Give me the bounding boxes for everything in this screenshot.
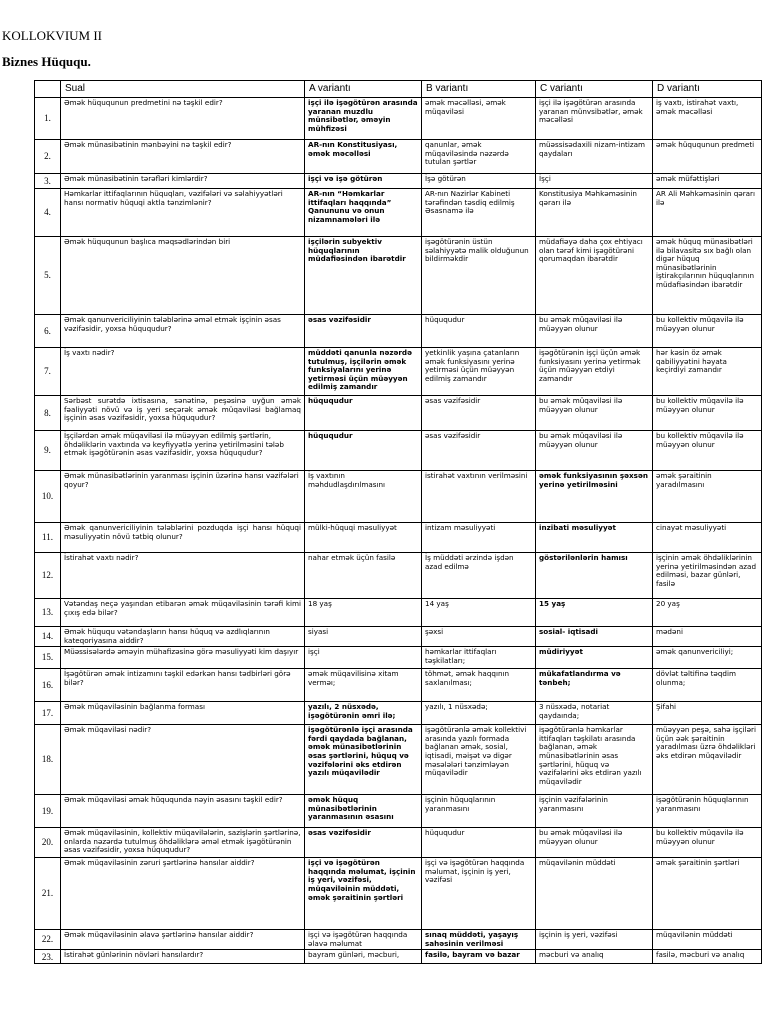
answer-variant-d: 20 yaş <box>653 599 762 627</box>
answer-variant-c: 3 nüsxədə, notariat qaydaında; <box>536 702 653 725</box>
table-row <box>35 98 762 140</box>
answer-variant-c: müqavilənin müddəti <box>536 858 653 930</box>
answer-variant-c: məcburi və analıq <box>536 950 653 964</box>
question-number: 5. <box>35 237 61 315</box>
answer-variant-a: AR-nın “Həmkarlar ittifaqları haqqında” Qanununu və onun nizamnamələri ilə <box>305 189 422 237</box>
answer-variant-c: bu əmək müqaviləsi ilə müəyyən olunur <box>536 828 653 858</box>
question-number: 8. <box>35 396 61 431</box>
answer-variant-d: cinayət məsuliyyəti <box>653 523 762 553</box>
question-number: 7. <box>35 348 61 396</box>
question-text: Əmək müqaviləsinin bağlanma forması <box>61 702 305 725</box>
question-number: 12. <box>35 553 61 599</box>
answer-variant-c: müdafiəyə daha çox ehtiyacı olan tərəf kimi işəgötürəni qorumaqdan ibarətdir <box>536 237 653 315</box>
answer-variant-b: işəgötürənin üstün səlahiyyətə malik olduğunun bildirməkdir <box>422 237 536 315</box>
answer-variant-d: bu kollektiv müqavilə ilə müəyyən olunur <box>653 828 762 858</box>
answer-variant-a: AR-nın Konstitusiyası, əmək məcəlləsi <box>305 140 422 174</box>
answer-variant-a: İş vaxtının məhdudlaşdırılmasını <box>305 471 422 523</box>
question-number: 23. <box>35 950 61 964</box>
answer-variant-d: işçinin əmək öhdəliklərinin yerinə yetirilməsindən azad edilməsi, bazar günləri, fasilə <box>653 553 762 599</box>
question-number: 6. <box>35 315 61 348</box>
answer-variant-a: işçi ilə işəgötürən arasında yaranan muzdlu münsibətlər, əməyin mühfizəsi <box>305 98 422 140</box>
answer-variant-c: müdiriyyət <box>536 647 653 669</box>
table-row <box>35 647 762 669</box>
answer-variant-a: yazılı, 2 nüsxədə, işəgötürənin əmri ilə; <box>305 702 422 725</box>
answer-variant-b: əmək məcəlləsi, əmək müqaviləsi <box>422 98 536 140</box>
answer-variant-b: işçi və işəgötürən haqqında məlumat, işçinin iş yeri, vəzifəsi <box>422 858 536 930</box>
question-text: Əmək hüququ vətəndaşların hansı hüquq və azdlıqlarının kateqoriyasına aiddir? <box>61 627 305 647</box>
question-text: Əmək münasibətinin tərəfləri kimlərdir? <box>61 174 305 189</box>
answer-variant-d: əmək şəraitinin şərtləri <box>653 858 762 930</box>
answer-variant-b: istirahət vaxtının verilməsini <box>422 471 536 523</box>
question-text: Əmək müqaviləsi əmək hüququnda nəyin əsasını təşkil edir? <box>61 795 305 828</box>
table-row <box>35 553 762 599</box>
answer-variant-b: yazılı, 1 nüsxədə; <box>422 702 536 725</box>
header-variant-a: A variantı <box>305 81 422 98</box>
answer-variant-a: müddəti qanunla nəzərdə tutulmuş, işçilərin əmək funksiyalarını yerinə yetirməsi üçün müəyyən edilmiş zamandır <box>305 348 422 396</box>
answer-variant-c: bu əmək müqaviləsi ilə müəyyən olunur <box>536 396 653 431</box>
question-number: 13. <box>35 599 61 627</box>
answer-variant-d: mədəni <box>653 627 762 647</box>
answer-variant-d: əmək hüququnun predmeti <box>653 140 762 174</box>
answer-variant-c: işçi ilə işəgötürən arasında yaranan münvsibətlər, əmək məcəlləsi <box>536 98 653 140</box>
header-variant-d: D variantı <box>653 81 762 98</box>
question-number: 21. <box>35 858 61 930</box>
question-text: Əmək münasibətlərinin yaranması işçinin üzərinə hansı vəzifələri qoyur? <box>61 471 305 523</box>
question-text: Əmək hüququnun başlıca məqsədlərindən biri <box>61 237 305 315</box>
answer-variant-b: sınaq müddəti, yaşayış sahəsinin verilməsi <box>422 930 536 950</box>
table-row <box>35 858 762 930</box>
answer-variant-b: intizam məsuliyyəti <box>422 523 536 553</box>
answer-variant-d: Şifahi <box>653 702 762 725</box>
answer-variant-a: nahar etmək üçün fasilə <box>305 553 422 599</box>
table-header-row <box>35 81 762 98</box>
answer-variant-c: bu əmək müqaviləsi ilə müəyyən olunur <box>536 315 653 348</box>
table-row <box>35 702 762 725</box>
question-text: Həmkarlar ittifaqlarının hüquqları, vəzifələri və səlahiyyətləri hansı normativ hüquqi aktla tənzimlənir? <box>61 189 305 237</box>
answer-variant-c: sosial- iqtisadi <box>536 627 653 647</box>
question-number: 10. <box>35 471 61 523</box>
answer-variant-b: AR-nın Nazirlər Kabineti tərəfindən təsdiq edilmiş Əsasnamə ilə <box>422 189 536 237</box>
header-question: Sual <box>61 81 305 98</box>
question-text: Vətəndaş neçə yaşından etibarən əmək müqaviləsinin tərəfi kimi çıxış edə bilər? <box>61 599 305 627</box>
question-text: Əmək müqaviləsinin zəruri şərtlərinə hansılar aiddir? <box>61 858 305 930</box>
answer-variant-a: siyasi <box>305 627 422 647</box>
answer-variant-b: hüququdur <box>422 828 536 858</box>
question-number: 22. <box>35 930 61 950</box>
answer-variant-d: müəyyən peşə, sahə işçiləri üçün əək şəraitinin yaradılması üzrə öhdəlikləri əks etdirən müqavilədir <box>653 725 762 795</box>
question-number: 11. <box>35 523 61 553</box>
answer-variant-b: işəgötürənlə əmək kollektivi arasında yazılı formada bağlanan əmək, sosial, iqtisadi, məişət və digər məsələləri tənzimləyən müqavilədir <box>422 725 536 795</box>
answer-variant-d: fasilə, məcburi və analıq <box>653 950 762 964</box>
question-text: Müəssisələrdə əməyin mühafizəsinə görə məsuliyyəti kim daşıyır <box>61 647 305 669</box>
table-row <box>35 189 762 237</box>
answer-variant-c: işəgötürənlə həmkarlar ittifaqları təşkilatı arasında bağlanan, əmək münasibətlərinin əsas şərtlərini, hüquq və vəzifələrini əks etdirən yazılı müqavilədir <box>536 725 653 795</box>
table-row <box>35 471 762 523</box>
answer-variant-d: bu kollektiv müqavilə ilə müəyyən olunur <box>653 396 762 431</box>
table-row <box>35 396 762 431</box>
answer-variant-a: işçi <box>305 647 422 669</box>
question-number: 18. <box>35 725 61 795</box>
answer-variant-a: əmək müqavilisinə xitam verməı; <box>305 669 422 702</box>
question-text: Əmək qanunvericiliyinin tələblərini pozduqda işçi hansı hüquqi məsuliyyətin növü tətbiq olunur? <box>61 523 305 553</box>
table-row <box>35 174 762 189</box>
answer-variant-c: işəgötürənin işçi üçün əmək funksiyasını yerinə yetirmək üçün müəyyən etdiyi zamandır <box>536 348 653 396</box>
table-row <box>35 348 762 396</box>
question-text: Əmək hüququnun predmetini nə təşkil edir? <box>61 98 305 140</box>
question-text: Əmək münasibətinin mənbəyini nə təşkil edir? <box>61 140 305 174</box>
question-number: 16. <box>35 669 61 702</box>
answer-variant-a: əsas vəzifəsidir <box>305 315 422 348</box>
answer-variant-c: Konstitusiya Məhkəməsinin qərarı ilə <box>536 189 653 237</box>
table-row <box>35 140 762 174</box>
answer-variant-c: işçinin vəzifələrinin yaranmasını <box>536 795 653 828</box>
answer-variant-b: şəxsi <box>422 627 536 647</box>
answer-variant-d: dövlət təltifinə təqdim olunma; <box>653 669 762 702</box>
question-number: 15. <box>35 647 61 669</box>
table-row <box>35 599 762 627</box>
question-number: 1. <box>35 98 61 140</box>
question-number: 2. <box>35 140 61 174</box>
answer-variant-a: işçi və işəgötürən haqqında əlavə məlumat <box>305 930 422 950</box>
answer-variant-a: hüququdur <box>305 396 422 431</box>
questions-table <box>34 80 762 964</box>
answer-variant-a: 18 yaş <box>305 599 422 627</box>
answer-variant-c: İşçi <box>536 174 653 189</box>
question-number: 4. <box>35 189 61 237</box>
question-text: İstirahət günlərinin növləri hansılardır? <box>61 950 305 964</box>
question-text: İstirahət vaxtı nədir? <box>61 553 305 599</box>
answer-variant-c: göstərilənlərin hamısı <box>536 553 653 599</box>
answer-variant-d: əmək müfəttişləri <box>653 174 762 189</box>
answer-variant-a: işçi və işə götürən <box>305 174 422 189</box>
table-row <box>35 725 762 795</box>
answer-variant-a: hüququdur <box>305 431 422 471</box>
header-variant-c: C variantı <box>536 81 653 98</box>
answer-variant-b: əsas vəzifəsidir <box>422 431 536 471</box>
answer-variant-c: müəssisədaxili nizam-intizam qaydaları <box>536 140 653 174</box>
question-number: 19. <box>35 795 61 828</box>
answer-variant-c: inzibati məsuliyyət <box>536 523 653 553</box>
answer-variant-c: işçinin iş yeri, vəzifəsi <box>536 930 653 950</box>
answer-variant-a: əsas vəzifəsidir <box>305 828 422 858</box>
answer-variant-a: işçilərin subyektiv hüquqlarının müdafiəsindən ibarətdir <box>305 237 422 315</box>
question-text: Sərbəst surətdə ixtisasına, sənətinə, peşəsinə uyğun əmək fəaliyyəti növü və iş yeri seçərək əmək müqaviləsi bağlamaq işçinin əsas vəzifəsidir, yoxsa hüququdur? <box>61 396 305 431</box>
question-text: Əmək müqaviləsi nədir? <box>61 725 305 795</box>
answer-variant-b: İş müddəti ərzində işdən azad edilmə <box>422 553 536 599</box>
answer-variant-b: həmkarlar ittifaqları təşkilatları; <box>422 647 536 669</box>
table-row <box>35 237 762 315</box>
answer-variant-c: mükafatlandırma və tənbeh; <box>536 669 653 702</box>
header-number <box>35 81 61 98</box>
answer-variant-d: əmək şəraitinin yaradılmasını <box>653 471 762 523</box>
table-row <box>35 627 762 647</box>
answer-variant-d: iş vaxtı, istirahət vaxtı, əmək məcəlləsi <box>653 98 762 140</box>
table-row <box>35 431 762 471</box>
question-text: İş vaxtı nədir? <box>61 348 305 396</box>
table-row <box>35 950 762 964</box>
answer-variant-b: 14 yaş <box>422 599 536 627</box>
table-row <box>35 828 762 858</box>
answer-variant-a: işəgötürənlə işçi arasında fərdi qaydada bağlanan, əmək münasibətlərinin əsas şərtlərini, hüquq və vəzifələrini əks etdirən yazılı müqavilədir <box>305 725 422 795</box>
question-number: 17. <box>35 702 61 725</box>
answer-variant-b: hüququdur <box>422 315 536 348</box>
table-row <box>35 795 762 828</box>
answer-variant-c: əmək funksiyasının şəxsən yerinə yetirilməsini <box>536 471 653 523</box>
answer-variant-a: əmək hüquq münasibətlərinin yaranmasının əsasını <box>305 795 422 828</box>
answer-variant-d: AR Ali Məhkəməsinin qərarı ilə <box>653 189 762 237</box>
table-row <box>35 315 762 348</box>
table-row <box>35 523 762 553</box>
question-number: 3. <box>35 174 61 189</box>
answer-variant-d: hər kəsin öz əmək qabiliyyətini həyata keçirdiyi zamandır <box>653 348 762 396</box>
question-text: İşçilərdən əmək müqaviləsi ilə müəyyən edilmiş şərtlərin, öhdəliklərin vaxtında və keyfiyyətlə yerinə yetirilməsini tələb etmək işəgötürənin əsas vəzifəsidir, yoxsa hüququdur? <box>61 431 305 471</box>
answer-variant-d: əmək hüquq münasibətləri ilə bilavasitə sıx bağlı olan digər hüquq münasibətlərinin iştirakçılarının hüquqlarının müdafiəsindən ibarətdir <box>653 237 762 315</box>
header-variant-b: B variantı <box>422 81 536 98</box>
question-text: Əmək qanunvericiliyinin tələblərinə əməl etmək işçinin əsas vəzifəsidir, yoxsa hüququdur? <box>61 315 305 348</box>
answer-variant-b: işçinin hüquqlarının yaranmasını <box>422 795 536 828</box>
table-row <box>35 930 762 950</box>
answer-variant-d: bu kollektiv müqavilə ilə müəyyən olunur <box>653 431 762 471</box>
question-number: 14. <box>35 627 61 647</box>
answer-variant-d: işəgötürənin hüquqlarının yaranmasını <box>653 795 762 828</box>
answer-variant-b: yetkinlik yaşına çatanların əmək funksiyasını yerinə yetirməsi üçün müəyyən edilmiş zamandır <box>422 348 536 396</box>
answer-variant-d: müqavilənin müddəti <box>653 930 762 950</box>
document-subtitle: Biznes Hüququ. <box>2 54 91 69</box>
question-text: Əmək müqaviləsinin, kollektiv müqavilələrin, sazişlərin şərtlərinə, onlarda nəzərdə tutulmuş öhdəliklərə əməl etmək işəgötürənin əsas vəzifəsidir, yoxsa hüququdur? <box>61 828 305 858</box>
answer-variant-b: əsas vəzifəsidir <box>422 396 536 431</box>
answer-variant-d: bu kollektiv müqavilə ilə müəyyən olunur <box>653 315 762 348</box>
answer-variant-d: əmək qanunvericiliyi; <box>653 647 762 669</box>
question-text: Əmək müqaviləsinin əlavə şərtlərinə hansılar aiddir? <box>61 930 305 950</box>
answer-variant-c: bu əmək müqaviləsi ilə müəyyən olunur <box>536 431 653 471</box>
answer-variant-a: mülki-hüquqi məsuliyyət <box>305 523 422 553</box>
answer-variant-a: bayram günləri, məcburi, <box>305 950 422 964</box>
question-number: 20. <box>35 828 61 858</box>
answer-variant-b: fasilə, bayram və bazar <box>422 950 536 964</box>
answer-variant-c: 15 yaş <box>536 599 653 627</box>
question-text: İşəgötürən əmək intizamını təşkil edərkən hansı tədbirləri görə bilər? <box>61 669 305 702</box>
document-title: KOLLOKVIUM II <box>2 28 103 43</box>
answer-variant-a: işçi və işəgötürən haqqında məlumat, işçinin iş yeri, vəzifəsi, müqaviləinin müddəti, əmək şəraitinin şərtləri <box>305 858 422 930</box>
answer-variant-b: töhmət, əmək haqqının saxlanılması; <box>422 669 536 702</box>
answer-variant-b: İşə götürən <box>422 174 536 189</box>
table-row <box>35 669 762 702</box>
question-number: 9. <box>35 431 61 471</box>
answer-variant-b: qanunlar, əmək müqaviləsində nəzərdə tutulan şərtlər <box>422 140 536 174</box>
